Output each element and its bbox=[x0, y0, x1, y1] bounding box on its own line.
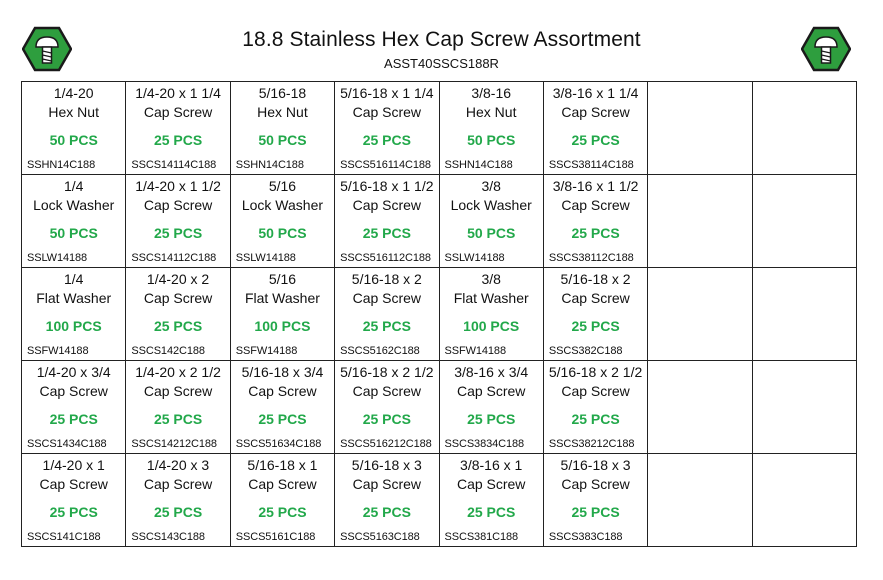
part-size: 1/4-20 x 3 bbox=[146, 457, 210, 473]
part-type: Cap Screw bbox=[456, 476, 526, 492]
part-quantity: 50 PCS bbox=[258, 132, 307, 148]
part-type: Cap Screw bbox=[561, 104, 630, 120]
part-sku: SSCS516112C188 bbox=[340, 252, 431, 264]
compartment-cell bbox=[648, 361, 752, 454]
part-sku: SSCS143C188 bbox=[131, 531, 205, 543]
part-size: 1/4-20 x 1 1/2 bbox=[135, 178, 221, 194]
compartment-cell bbox=[648, 454, 752, 547]
compartment bbox=[231, 361, 334, 453]
compartment bbox=[753, 454, 856, 546]
part-size: 5/16 bbox=[268, 178, 297, 194]
compartment bbox=[544, 454, 647, 546]
part-sku: SSFW14188 bbox=[235, 345, 298, 357]
part-quantity: 25 PCS bbox=[153, 318, 203, 334]
part-type: Cap Screw bbox=[352, 197, 422, 213]
part-type: Flat Washer bbox=[244, 290, 320, 306]
part-size: 5/16-18 x 3/4 bbox=[241, 364, 324, 380]
compartment-cell bbox=[752, 82, 856, 175]
part-type: Cap Screw bbox=[143, 290, 213, 306]
part-sku: SSCS5162C188 bbox=[340, 345, 420, 357]
compartment bbox=[648, 361, 751, 453]
part-size: 1/4-20 x 1 1/4 bbox=[135, 85, 221, 101]
table-row bbox=[22, 82, 857, 175]
compartment-cell bbox=[22, 268, 126, 361]
part-quantity: 100 PCS bbox=[45, 318, 102, 334]
compartment bbox=[126, 82, 229, 174]
part-type: Hex Nut bbox=[465, 104, 517, 120]
part-quantity: 50 PCS bbox=[467, 225, 516, 241]
compartment-cell bbox=[126, 82, 230, 175]
table-row bbox=[22, 175, 857, 268]
part-size: 5/16-18 x 1 1/2 bbox=[340, 178, 434, 194]
part-type: Cap Screw bbox=[39, 476, 108, 492]
part-size: 5/16-18 x 2 bbox=[351, 271, 422, 287]
part-sku: SSHN14C188 bbox=[27, 159, 96, 171]
part-sku: SSCS516212C188 bbox=[340, 438, 432, 450]
part-quantity: 25 PCS bbox=[362, 225, 411, 241]
part-quantity: 25 PCS bbox=[467, 411, 516, 427]
part-sku: SSCS51634C188 bbox=[235, 438, 322, 450]
compartment-cell bbox=[126, 361, 230, 454]
part-sku: SSCS38114C188 bbox=[548, 159, 634, 171]
part-type: Flat Washer bbox=[453, 290, 529, 306]
compartment bbox=[440, 361, 543, 453]
table-row bbox=[22, 361, 857, 454]
compartment bbox=[648, 175, 751, 267]
part-size: 1/4-20 x 2 bbox=[146, 271, 210, 287]
compartment-cell bbox=[648, 175, 752, 268]
part-size: 5/16-18 x 2 bbox=[560, 271, 631, 287]
part-sku: SSCS5163C188 bbox=[340, 531, 420, 543]
part-quantity: 25 PCS bbox=[362, 132, 411, 148]
part-quantity: 25 PCS bbox=[258, 411, 307, 427]
part-quantity: 25 PCS bbox=[362, 318, 411, 334]
compartment-cell bbox=[22, 82, 126, 175]
compartment-cell bbox=[648, 82, 752, 175]
part-sku: SSCS141C188 bbox=[27, 531, 101, 543]
part-quantity: 25 PCS bbox=[49, 504, 98, 520]
compartment bbox=[231, 82, 334, 174]
part-sku: SSCS381C188 bbox=[444, 531, 519, 543]
part-type: Flat Washer bbox=[36, 290, 112, 306]
part-sku: SSCS38212C188 bbox=[548, 438, 635, 450]
compartment-cell bbox=[752, 175, 856, 268]
part-size: 1/4-20 x 1 bbox=[42, 457, 105, 473]
part-quantity: 25 PCS bbox=[571, 318, 620, 334]
compartment bbox=[440, 82, 543, 174]
compartment bbox=[22, 82, 125, 174]
part-quantity: 25 PCS bbox=[571, 225, 620, 241]
part-size: 3/8 bbox=[481, 271, 501, 287]
compartment-cell bbox=[22, 454, 126, 547]
part-type: Lock Washer bbox=[33, 197, 115, 213]
part-sku: SSCS382C188 bbox=[548, 345, 623, 357]
compartment-cell bbox=[22, 175, 126, 268]
compartment-cell bbox=[752, 268, 856, 361]
compartment bbox=[753, 361, 856, 453]
compartment bbox=[544, 82, 647, 174]
compartment-cell bbox=[126, 454, 230, 547]
compartment bbox=[544, 268, 647, 360]
compartment-cell bbox=[230, 175, 334, 268]
part-size: 1/4-20 bbox=[53, 85, 94, 101]
part-size: 5/16-18 x 3 bbox=[560, 457, 631, 473]
compartment bbox=[544, 361, 647, 453]
compartment bbox=[231, 454, 334, 546]
part-sku: SSLW14188 bbox=[444, 252, 505, 264]
compartment-cell bbox=[335, 175, 439, 268]
compartment-cell bbox=[439, 175, 543, 268]
part-quantity: 25 PCS bbox=[571, 504, 620, 520]
part-type: Hex Nut bbox=[257, 104, 308, 120]
part-type: Cap Screw bbox=[39, 383, 108, 399]
compartment-cell bbox=[230, 82, 334, 175]
part-type: Cap Screw bbox=[561, 197, 630, 213]
compartment bbox=[335, 175, 438, 267]
compartment bbox=[126, 175, 229, 267]
part-quantity: 25 PCS bbox=[571, 411, 620, 427]
part-size: 5/16-18 x 1 bbox=[247, 457, 318, 473]
table-row bbox=[22, 268, 857, 361]
part-type: Cap Screw bbox=[456, 383, 526, 399]
part-quantity: 100 PCS bbox=[463, 318, 520, 334]
compartment bbox=[22, 361, 125, 453]
part-quantity: 25 PCS bbox=[153, 411, 203, 427]
compartment bbox=[22, 175, 125, 267]
part-sku: SSLW14188 bbox=[235, 252, 296, 264]
part-type: Cap Screw bbox=[143, 104, 213, 120]
compartment bbox=[335, 361, 438, 453]
table-row bbox=[22, 454, 857, 547]
compartment-cell bbox=[543, 454, 647, 547]
compartment-cell bbox=[335, 361, 439, 454]
part-sku: SSCS383C188 bbox=[548, 531, 623, 543]
compartment-cell bbox=[230, 268, 334, 361]
compartment-cell bbox=[230, 361, 334, 454]
compartment bbox=[544, 175, 647, 267]
compartment bbox=[231, 268, 334, 360]
part-quantity: 50 PCS bbox=[467, 132, 516, 148]
compartment-cell bbox=[335, 82, 439, 175]
part-sku: SSHN14C188 bbox=[444, 159, 513, 171]
compartment-cell bbox=[22, 361, 126, 454]
part-type: Lock Washer bbox=[241, 197, 324, 213]
part-size: 1/4-20 x 2 1/2 bbox=[135, 364, 221, 380]
assortment-grid bbox=[21, 81, 857, 547]
part-sku: SSCS516114C188 bbox=[340, 159, 431, 171]
compartment bbox=[126, 268, 229, 360]
compartment-cell bbox=[126, 268, 230, 361]
compartment-cell bbox=[752, 454, 856, 547]
part-sku: SSCS142C188 bbox=[131, 345, 205, 357]
part-sku: SSHN14C188 bbox=[235, 159, 304, 171]
part-type: Cap Screw bbox=[561, 476, 630, 492]
compartment-cell bbox=[335, 268, 439, 361]
part-sku: SSFW14188 bbox=[27, 345, 89, 357]
part-size: 3/8-16 x 1 bbox=[460, 457, 523, 473]
part-sku: SSCS5161C188 bbox=[235, 531, 316, 543]
part-type: Cap Screw bbox=[248, 383, 317, 399]
compartment bbox=[22, 454, 125, 546]
part-quantity: 100 PCS bbox=[254, 318, 311, 334]
part-quantity: 50 PCS bbox=[49, 132, 98, 148]
part-quantity: 25 PCS bbox=[153, 132, 203, 148]
compartment-cell bbox=[126, 175, 230, 268]
part-type: Cap Screw bbox=[352, 383, 422, 399]
compartment-cell bbox=[543, 175, 647, 268]
part-type: Cap Screw bbox=[143, 197, 213, 213]
compartment-cell bbox=[543, 82, 647, 175]
part-sku: SSCS14212C188 bbox=[131, 438, 217, 450]
part-sku: SSLW14188 bbox=[27, 252, 88, 264]
compartment-cell bbox=[439, 268, 543, 361]
part-size: 3/8-16 x 1 1/4 bbox=[552, 85, 639, 101]
part-type: Cap Screw bbox=[561, 383, 630, 399]
compartment bbox=[440, 268, 543, 360]
part-size: 5/16 bbox=[268, 271, 297, 287]
compartment bbox=[648, 268, 751, 360]
part-size: 3/8-16 x 1 1/2 bbox=[552, 178, 639, 194]
part-quantity: 25 PCS bbox=[258, 504, 307, 520]
part-size: 5/16-18 x 2 1/2 bbox=[340, 364, 434, 380]
part-type: Lock Washer bbox=[450, 197, 532, 213]
part-sku: SSFW14188 bbox=[444, 345, 506, 357]
compartment bbox=[753, 175, 856, 267]
part-quantity: 25 PCS bbox=[153, 225, 203, 241]
compartment bbox=[335, 268, 438, 360]
part-size: 1/4 bbox=[63, 178, 84, 194]
compartment bbox=[648, 82, 751, 174]
compartment bbox=[126, 454, 229, 546]
part-sku: SSCS14114C188 bbox=[131, 159, 217, 171]
compartment bbox=[126, 361, 229, 453]
part-size: 5/16-18 x 3 bbox=[351, 457, 422, 473]
part-type: Cap Screw bbox=[352, 476, 422, 492]
compartment-cell bbox=[752, 361, 856, 454]
part-quantity: 25 PCS bbox=[362, 411, 411, 427]
compartment bbox=[335, 82, 438, 174]
part-size: 3/8-16 bbox=[471, 85, 512, 101]
part-size: 1/4 bbox=[63, 271, 84, 287]
part-type: Cap Screw bbox=[352, 290, 422, 306]
part-sku: SSCS3834C188 bbox=[444, 438, 525, 450]
part-sku: SSCS14112C188 bbox=[131, 252, 217, 264]
compartment bbox=[440, 454, 543, 546]
part-size: 1/4-20 x 3/4 bbox=[36, 364, 111, 380]
part-quantity: 25 PCS bbox=[571, 132, 620, 148]
page-title: 18.8 Stainless Hex Cap Screw Assortment bbox=[242, 28, 641, 51]
part-sku: SSCS38112C188 bbox=[548, 252, 634, 264]
compartment-cell bbox=[648, 268, 752, 361]
part-quantity: 50 PCS bbox=[258, 225, 307, 241]
compartment bbox=[22, 268, 125, 360]
part-size: 5/16-18 bbox=[258, 85, 307, 101]
compartment-cell bbox=[439, 361, 543, 454]
part-size: 3/8-16 x 3/4 bbox=[454, 364, 529, 380]
part-type: Hex Nut bbox=[48, 104, 99, 120]
compartment-cell bbox=[439, 82, 543, 175]
part-type: Cap Screw bbox=[352, 104, 422, 120]
part-size: 5/16-18 x 2 1/2 bbox=[548, 364, 643, 380]
compartment bbox=[753, 268, 856, 360]
page-subtitle: ASST40SSCS188R bbox=[384, 56, 499, 71]
compartment-cell bbox=[335, 454, 439, 547]
part-type: Cap Screw bbox=[143, 383, 213, 399]
compartment bbox=[335, 454, 438, 546]
part-size: 5/16-18 x 1 1/4 bbox=[340, 85, 434, 101]
part-quantity: 25 PCS bbox=[362, 504, 411, 520]
part-type: Cap Screw bbox=[561, 290, 630, 306]
part-sku: SSCS1434C188 bbox=[27, 438, 107, 450]
part-quantity: 25 PCS bbox=[467, 504, 516, 520]
part-quantity: 50 PCS bbox=[49, 225, 98, 241]
compartment-cell bbox=[543, 268, 647, 361]
part-quantity: 25 PCS bbox=[49, 411, 98, 427]
part-type: Cap Screw bbox=[248, 476, 317, 492]
part-quantity: 25 PCS bbox=[153, 504, 203, 520]
compartment-cell bbox=[439, 454, 543, 547]
compartment bbox=[440, 175, 543, 267]
compartment-cell bbox=[230, 454, 334, 547]
compartment bbox=[648, 454, 751, 546]
compartment bbox=[231, 175, 334, 267]
part-type: Cap Screw bbox=[143, 476, 213, 492]
part-size: 3/8 bbox=[481, 178, 501, 194]
compartment bbox=[753, 82, 856, 174]
compartment-cell bbox=[543, 361, 647, 454]
